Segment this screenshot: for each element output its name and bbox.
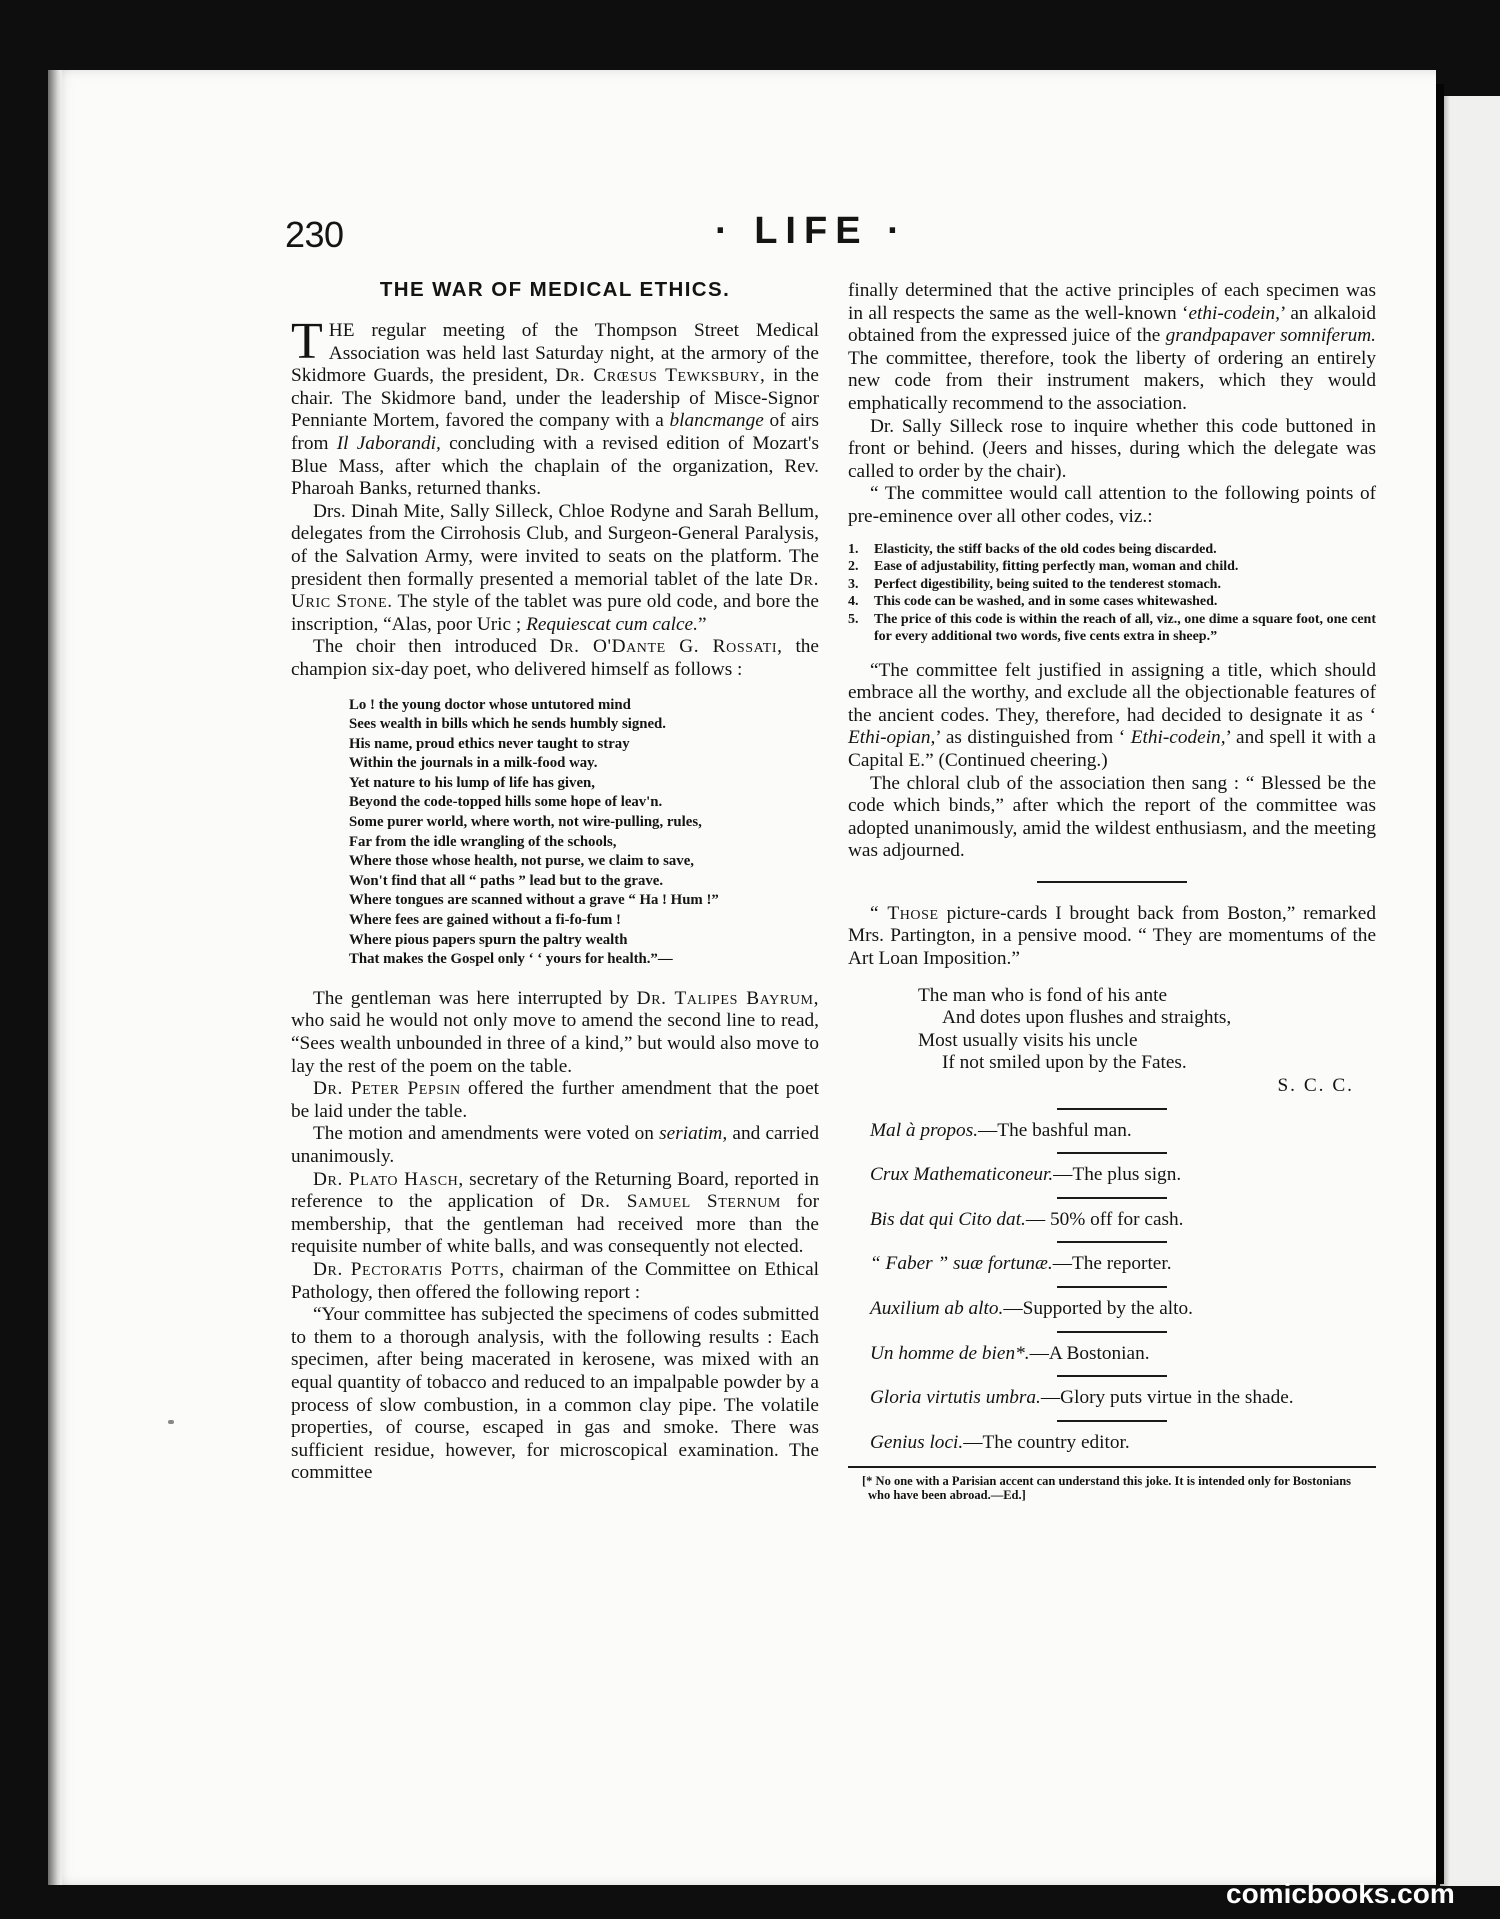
jest-item bbox=[848, 1387, 1376, 1410]
code-point bbox=[848, 558, 1376, 576]
jest-meaning: —Glory puts virtue in the shade. bbox=[1040, 1387, 1294, 1409]
paragraph-silleck: Dr. Sally Silleck rose to inquire whether this code buttoned in front or behind. (Jeers and hisses, during which the delegate was called to order by the chair). bbox=[848, 415, 1376, 482]
footnote: [* No one with a Parisian accent can understand this joke. It is intended only for Bostonians who have been abroad.—Ed.] bbox=[862, 1474, 1352, 1503]
code-point bbox=[848, 576, 1376, 594]
text-run: The gentleman was here interrupted by bbox=[313, 987, 637, 1009]
code-point-number: 3. bbox=[848, 576, 859, 592]
left-column bbox=[291, 278, 819, 1485]
verse-line: And dotes upon flushes and straights, bbox=[942, 1007, 1232, 1029]
page-left-edge bbox=[48, 70, 62, 1885]
code-point-text: This code can be washed, and in some cases whitewashed. bbox=[874, 594, 1218, 610]
jest-meaning: —The reporter. bbox=[1052, 1253, 1172, 1275]
italic-term: blancmange bbox=[669, 410, 764, 432]
text-run: Drs. Dinah Mite, Sally Silleck, Chloe Rodyne and Sarah Bellum, delegates from the Cirrohosis Club, and Surgeon-General Paralysis, of the Salvation Army, were invited to seats on the platform. The president then formally presented a memorial tablet of the late bbox=[291, 500, 819, 590]
jest-latin: Auxilium ab alto. bbox=[870, 1298, 1004, 1319]
jest-latin: “ Faber ” suæ fortunæ. bbox=[870, 1253, 1053, 1275]
italic-term: Ethi-codein, bbox=[1130, 727, 1226, 749]
small-caps-name: Dr. Samuel Sternum bbox=[580, 1191, 781, 1213]
italic-term: Ethi-opian, bbox=[848, 727, 936, 749]
text-run: ’ an alkaloid obtained from the expressed juice of the bbox=[848, 302, 1377, 347]
text-run: picture-cards I brought back from Boston,” remarked Mrs. Partington, in a pensive mood. “ They are momentums of the Art Loan Imposition.” bbox=[848, 902, 1376, 970]
verse-line: The man who is fond of his ante bbox=[918, 984, 1167, 1006]
poem-line: Where pious papers spurn the paltry wealth bbox=[349, 931, 628, 948]
code-point-text: Ease of adjustability, fitting perfectly man, woman and child. bbox=[874, 559, 1239, 575]
small-caps-name: Dr. Crœsus Tewksbury, bbox=[555, 365, 766, 387]
jest-divider bbox=[1057, 1108, 1167, 1110]
text-run: ’ as distinguished from ‘ bbox=[935, 727, 1131, 749]
poem-line: Where fees are gained without a fi-fo-fum ! bbox=[349, 912, 621, 929]
text-run: The committee, therefore, took the liberty of ordering an entirely new code from their instrument makers, which they would emphatically recommend to the association. bbox=[848, 347, 1376, 414]
poem-line: His name, proud ethics never taught to stray bbox=[349, 735, 630, 752]
jest-latin: Bis dat qui Cito dat. bbox=[870, 1208, 1026, 1230]
text-run: ” bbox=[697, 613, 707, 635]
paragraph-partington bbox=[848, 903, 1376, 971]
verse-signature: S. C. C. bbox=[1277, 1075, 1354, 1097]
paragraph-report: “Your committee has subjected the specimens of codes submitted to them to a thorough analysis, with the following results : Each specimen, after being macerated in kerosene, was mixed with an equal quantity of tobacco and reduced to an impalpable powder by a process of slow combustion, in a common clay pipe. The volatile properties, of course, escaped in gas and smoke. There was sufficient residue, however, for microscopical examination. The committee bbox=[291, 1304, 819, 1484]
paragraph-chairman bbox=[291, 1259, 819, 1304]
small-caps-name: Dr. Talipes Bayrum, bbox=[636, 987, 819, 1009]
jest-meaning: — 50% off for cash. bbox=[1025, 1208, 1184, 1230]
article-title: THE WAR OF MEDICAL ETHICS. bbox=[379, 278, 731, 301]
page-header bbox=[285, 210, 945, 262]
text-run: ’ and spell it with a Capital E.” (Continued cheering.) bbox=[848, 727, 1376, 771]
text-run: offered the further amendment that the poet be laid under the table. bbox=[291, 1078, 819, 1122]
poem-line: Beyond the code-topped hills some hope of leav'n. bbox=[349, 794, 663, 811]
jests-list bbox=[848, 1108, 1376, 1455]
jest-divider bbox=[1057, 1420, 1167, 1422]
jest-latin: Crux Mathematiconeur. bbox=[870, 1164, 1054, 1186]
text-run: of airs from bbox=[291, 410, 819, 454]
text-run: chairman of the Committee on Ethical Pathology, then offered the following report : bbox=[291, 1258, 819, 1303]
jest-divider bbox=[1057, 1375, 1167, 1377]
poem-block bbox=[349, 696, 819, 970]
jest-meaning: —A Bostonian. bbox=[1029, 1342, 1150, 1364]
page-number: 230 bbox=[285, 214, 344, 255]
jest-meaning: —The country editor. bbox=[963, 1431, 1130, 1453]
paragraph-opening bbox=[291, 313, 819, 501]
jest-latin: Genius loci. bbox=[870, 1431, 964, 1453]
jest-item bbox=[848, 1432, 1376, 1455]
jest-meaning: —The bashful man. bbox=[978, 1119, 1132, 1141]
code-point-number: 1. bbox=[848, 541, 859, 557]
paragraph-chloral: The chloral club of the association then sang : “ Blessed be the code which binds,” after which the report of the committee was adopted unanimously, amid the wildest enthusiasm, and the meeting was adjourned. bbox=[848, 772, 1376, 862]
code-point-text: Perfect digestibility, being suited to the tenderest stomach. bbox=[874, 576, 1221, 592]
jest-meaning: —Supported by the alto. bbox=[1003, 1298, 1193, 1319]
text-run: “The committee felt justified in assigning a title, which should embrace all the worthy, and exclude all the objectionable features of the ancient codes. They, therefore, had decided to designate it as ‘ bbox=[848, 659, 1376, 726]
jest-latin: Un homme de bien*. bbox=[870, 1342, 1030, 1364]
verse-line: If not smiled upon by the Fates. bbox=[942, 1052, 1187, 1074]
poem-line: Some purer world, where worth, not wire-pulling, rules, bbox=[349, 814, 702, 831]
jest-item bbox=[848, 1298, 1376, 1321]
poem-line: Won't find that all “ paths ” lead but to the grave. bbox=[349, 872, 664, 889]
paragraph-delegates bbox=[291, 501, 819, 637]
paragraph-motion bbox=[291, 1123, 819, 1168]
text-run: The choir then introduced bbox=[313, 636, 550, 658]
poem-line: That makes the Gospel only ‘ ‘ yours for health.”— bbox=[349, 951, 673, 968]
code-point-number: 2. bbox=[848, 559, 859, 575]
poem-line: Within the journals in a milk-food way. bbox=[349, 755, 598, 772]
jest-divider bbox=[1057, 1241, 1167, 1243]
jest-item bbox=[848, 1164, 1376, 1187]
paper-speck bbox=[168, 1420, 174, 1424]
right-column bbox=[848, 280, 1376, 1502]
text-run: in the chair. The Skidmore band, under the leadership of Misce-Signor Penniante Mortem, favored the company with a bbox=[291, 365, 819, 432]
poem-line: Where those whose health, not purse, we claim to save, bbox=[349, 853, 694, 870]
code-point-text: The price of this code is within the reach of all, viz., one dime a square foot, one cent for every additional two words, five cents extra in sheep.” bbox=[874, 611, 1376, 645]
paragraph-title bbox=[848, 660, 1376, 773]
jest-latin: Gloria virtutis umbra. bbox=[870, 1387, 1041, 1409]
jest-divider bbox=[1057, 1331, 1167, 1333]
code-points-list bbox=[848, 541, 1376, 646]
paragraph-points: “ The committee would call attention to the following points of pre-eminence over all other codes, viz.: bbox=[848, 483, 1376, 527]
watermark: comicbooks.com bbox=[1226, 1878, 1455, 1909]
text-run: finally determined that the active principles of each specimen was in all respects the same as the well-known ‘ bbox=[848, 280, 1376, 324]
jest-divider bbox=[1057, 1286, 1167, 1288]
text-run: The style of the tablet was pure old code, and bore the inscription, “Alas, poor Uric ; bbox=[291, 591, 819, 635]
jest-divider bbox=[1057, 1152, 1167, 1154]
code-point-number: 4. bbox=[848, 594, 859, 610]
code-point bbox=[848, 541, 1376, 559]
poem-line: Sees wealth in bills which he sends humbly signed. bbox=[349, 716, 666, 733]
poem-line: Lo ! the young doctor whose untutored mind bbox=[349, 696, 631, 713]
italic-term: ethi-codein, bbox=[1188, 302, 1281, 324]
jest-item bbox=[848, 1343, 1376, 1366]
small-caps-name: Dr. Uric Stone. bbox=[291, 568, 819, 613]
text-run: The motion and amendments were voted on bbox=[313, 1123, 660, 1145]
paragraph-secretary bbox=[291, 1169, 819, 1259]
paragraph-amendment bbox=[291, 1078, 819, 1123]
italic-term: Il Jaborandi, bbox=[336, 432, 441, 454]
small-caps-name: Dr. Pectoratis Potts, bbox=[313, 1258, 505, 1280]
italic-term: grandpapaver somniferum. bbox=[1165, 325, 1376, 347]
jest-item bbox=[848, 1120, 1376, 1143]
jest-meaning: —The plus sign. bbox=[1053, 1164, 1182, 1186]
text-run: who said he would not only move to amend the second line to read, “Sees wealth unbounded in three of a kind,” but would also move to lay the rest of the poem on the table. bbox=[291, 1010, 819, 1077]
small-caps-word: “ Those bbox=[870, 902, 939, 924]
small-caps-name: Dr. O'Dante G. Rossati, bbox=[549, 636, 783, 658]
jest-divider bbox=[1057, 1197, 1167, 1199]
paragraph-poet bbox=[291, 636, 819, 681]
drop-cap: T bbox=[291, 313, 323, 370]
small-caps-name: Dr. Plato Hasch, bbox=[313, 1168, 464, 1190]
jest-item bbox=[848, 1253, 1376, 1276]
italic-term: seriatim, bbox=[659, 1123, 728, 1145]
code-point-number: 5. bbox=[848, 611, 859, 627]
poem-line: Yet nature to his lump of life has given, bbox=[349, 774, 595, 791]
verse-block bbox=[918, 985, 1376, 1075]
poem-line: Where tongues are scanned without a grave “ Ha ! Hum !” bbox=[349, 892, 719, 909]
text-run: the champion six-day poet, who delivered himself as follows : bbox=[291, 636, 819, 680]
masthead-title: · LIFE · bbox=[715, 210, 908, 252]
code-point-text: Elasticity, the stiff backs of the old codes being discarded. bbox=[874, 541, 1217, 557]
poem-line: Far from the idle wrangling of the schools, bbox=[349, 833, 617, 850]
paragraph-interruption bbox=[291, 988, 819, 1078]
italic-term: Requiescat cum calce. bbox=[526, 613, 698, 635]
text-run: for membership, that the gentleman had received more than the requisite number of white balls, and was consequently not elected. bbox=[291, 1191, 819, 1258]
footnote-rule bbox=[848, 1466, 1376, 1468]
text-run: secretary of the Returning Board, reported in reference to the application of bbox=[291, 1168, 819, 1213]
jest-item bbox=[848, 1209, 1376, 1232]
text-run: concluding with a revised edition of Mozart's Blue Mass, after which the chaplain of the organization, Rev. Pharoah Banks, returned thanks. bbox=[291, 432, 819, 500]
code-point bbox=[848, 593, 1376, 611]
code-point bbox=[848, 611, 1376, 646]
text-run: HE regular meeting of the Thompson Street Medical Association was held last Saturday night, at the armory of the Skidmore Guards, the president, bbox=[291, 320, 819, 387]
small-caps-name: Dr. Peter Pepsin bbox=[313, 1078, 461, 1100]
text-run: and carried unanimously. bbox=[291, 1123, 819, 1167]
section-divider bbox=[1037, 881, 1187, 883]
jest-latin: Mal à propos. bbox=[870, 1119, 979, 1141]
paragraph-continued bbox=[848, 280, 1376, 416]
verse-line: Most usually visits his uncle bbox=[918, 1029, 1138, 1051]
